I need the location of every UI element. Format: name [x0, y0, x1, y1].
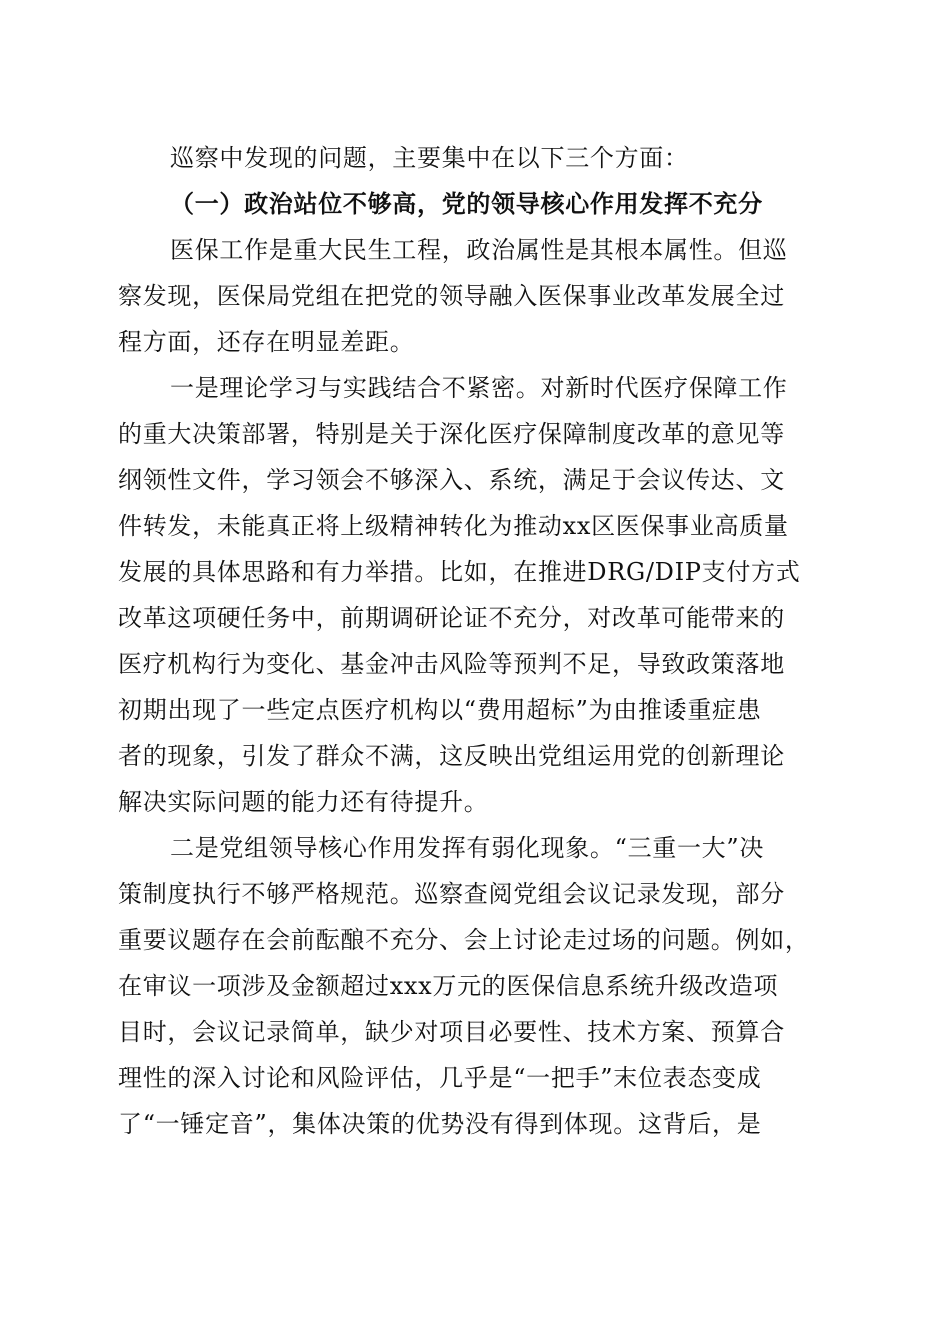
intro-line: 巡察中发现的问题，主要集中在以下三个方面：: [170, 144, 689, 172]
paragraph-line: 了“一锤定音”，集体决策的优势没有得到体现。这背后，是: [118, 1110, 762, 1138]
paragraph-line: 程方面，还存在明显差距。: [118, 328, 415, 356]
section-heading: （一）政治站位不够高，党的领导核心作用发挥不充分: [170, 189, 763, 218]
paragraph-line: 解决实际问题的能力还有待提升。: [118, 788, 489, 816]
paragraph-line: 医保工作是重大民生工程，政治属性是其根本属性。但巡: [170, 236, 788, 264]
paragraph-line: 初期出现了一些定点医疗机构以“费用超标”为由推诿重症患: [118, 696, 762, 724]
paragraph-line: 察发现，医保局党组在把党的领导融入医保事业改革发展全过: [118, 282, 785, 310]
paragraph-line: 一是理论学习与实践结合不紧密。对新时代医疗保障工作: [170, 374, 788, 402]
paragraph-line: 纲领性文件，学习领会不够深入、系统，满足于会议传达、文: [118, 466, 785, 494]
paragraph-line: 医疗机构行为变化、基金冲击风险等预判不足，导致政策落地: [118, 650, 785, 678]
paragraph-line: 重要议题存在会前酝酿不充分、会上讨论走过场的问题。例如，: [118, 926, 810, 954]
paragraph-line: 件转发，未能真正将上级精神转化为推动xx区医保事业高质量: [118, 512, 789, 540]
paragraph-line: 发展的具体思路和有力举措。比如，在推进DRG/DIP支付方式: [118, 558, 801, 586]
paragraph-line: 在审议一项涉及金额超过xxx万元的医保信息系统升级改造项: [118, 972, 779, 1000]
paragraph-line: 的重大决策部署，特别是关于深化医疗保障制度改革的意见等: [118, 420, 785, 448]
paragraph-line: 改革这项硬任务中，前期调研论证不充分，对改革可能带来的: [118, 604, 785, 632]
paragraph-line: 二是党组领导核心作用发挥有弱化现象。“三重一大”决: [170, 834, 765, 862]
paragraph-line: 策制度执行不够严格规范。巡察查阅党组会议记录发现，部分: [118, 880, 785, 908]
paragraph-line: 目时，会议记录简单，缺少对项目必要性、技术方案、预算合: [118, 1018, 785, 1046]
paragraph-line: 者的现象，引发了群众不满，这反映出党组运用党的创新理论: [118, 742, 785, 770]
paragraph-line: 理性的深入讨论和风险评估，几乎是“一把手”末位表态变成: [118, 1064, 762, 1092]
